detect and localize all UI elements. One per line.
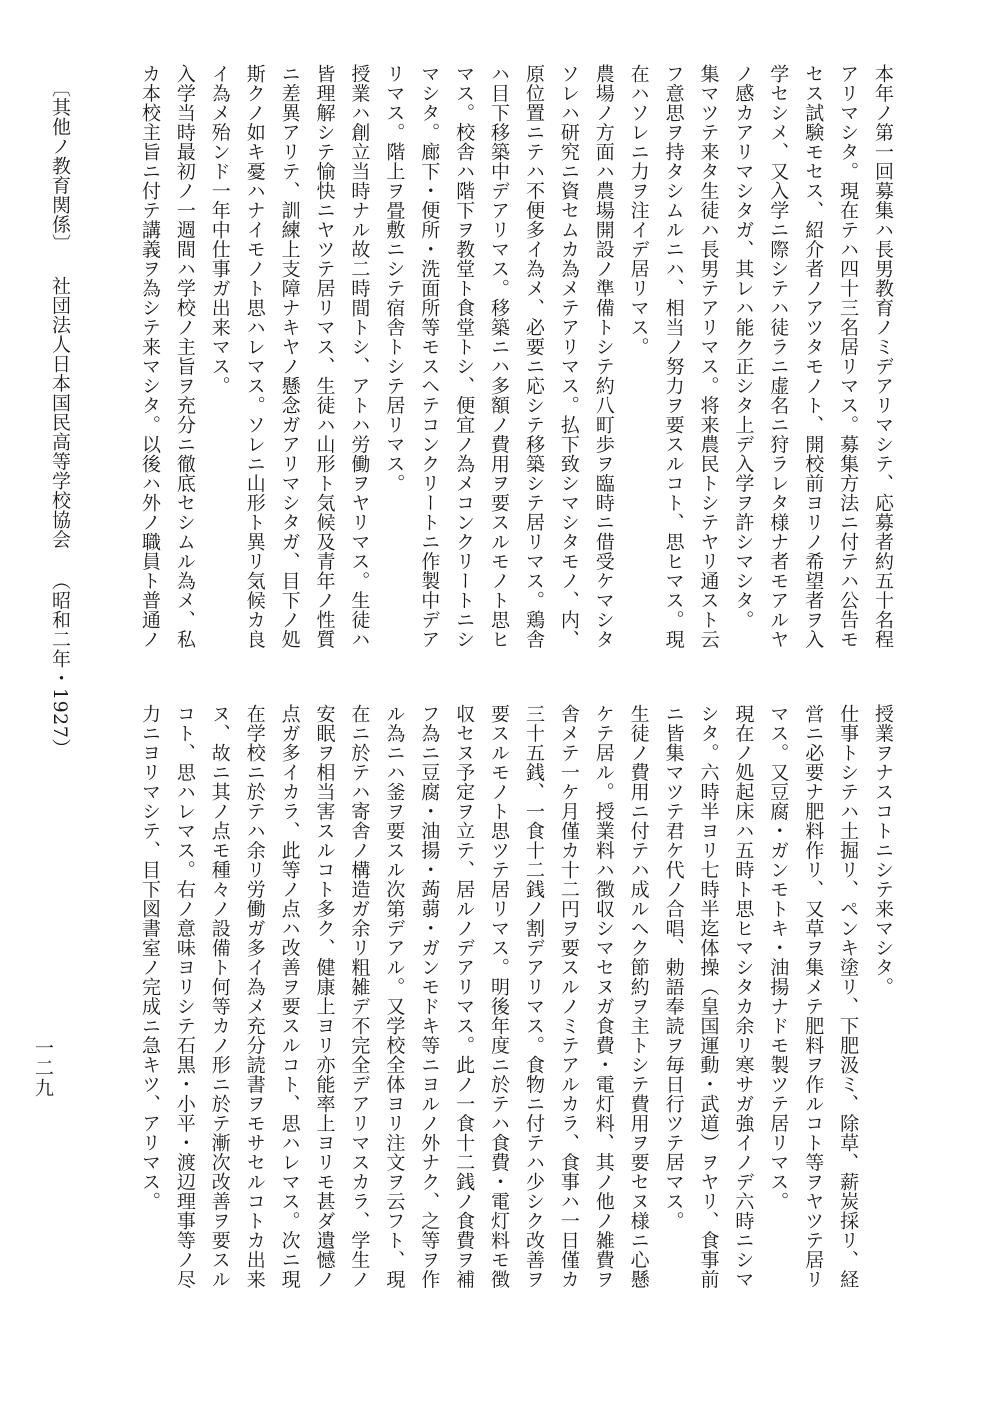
text-column: ニ差異アリテ、訓練上支障ナキヤノ懸念ガアリマシタガ、目下ノ処 [278,64,301,649]
text-column: 仕事トシテハ土掘リ、ペンキ塗リ、下肥汲ミ、除草、薪炭採リ、経 [837,704,860,1289]
text-column: セス試験モセス、紹介者ノアツタモノト、開校前ヨリノ希望者ヲ入 [802,64,825,649]
text-column: コト、思ハレマス。右ノ意味ヨリシテ石黒・小平・渡辺理事等ノ尽 [173,704,196,1289]
text-column: イ為メ殆ンド一年中仕事ガ出来マス。 [208,64,231,396]
text-column: ソレハ研究ニ資セムカ為メテアリマス。払下致シマシタモノ、内、 [557,64,580,649]
text-column: 斯クノ如キ憂ハナイモノト思ハレマス。ソレニ山形ト異リ気候カ良 [243,64,266,649]
text-column: 収セヌ予定ヲ立テ、居ルノデアリマス。此ノ一食十二銭ノ食費ヲ補 [453,704,476,1289]
text-column: 現在ノ処起床ハ五時ト思ヒマシタカ余リ寒サガ強イノデ六時ニシマ [732,704,755,1289]
text-column: ニ皆集マツテ君ケ代ノ合唱、勅語奉読ヲ毎日行ツテ居マス。 [662,704,685,1231]
publication-date: （昭和二年・1927） [49,570,71,758]
text-column: 授業ヲナスコトニシテ来マシタ。 [872,704,894,997]
text-column: フ為ニ豆腐・油揚・蒟蒻・ガンモドキ等ニヨルノ外ナク、之等ヲ作 [418,704,441,1289]
text-column: ノ感カアリマシタガ、其レハ能ク正シタ上デ入学ヲ許シマシタ。 [732,64,755,630]
text-column: カ本校主旨ニ付テ講義ヲ為シテ来マシタ。以後ハ外ノ職員ト普通ノ [138,64,161,649]
text-column: 要スルモノト思ツテ居リマス。明後年度ニ於テハ食費・電灯料モ徴 [488,704,511,1289]
text-column: 農場ノ方面ハ農場開設ノ準備トシテ約八町歩ヲ臨時ニ借受ケマシタ [592,64,615,649]
text-column: 生徒ノ費用ニ付テハ成ルヘク節約ヲ主トシテ費用ヲ要セヌ様ニ心懸 [627,704,650,1289]
page-number: 一二九 [32,1038,54,1098]
text-column: ヌ、故ニ其ノ点モ種々ノ設備ト何等カノ形ニ於テ漸次改善ヲ要スル [208,704,231,1289]
publisher-name: 社団法人日本国民高等学校協会 [49,275,71,549]
text-column: 入学当時最初ノ一週間ハ学校ノ主旨ヲ充分ニ徹底セシムル為メ、私 [173,64,196,649]
text-column: 在ハソレニ力ヲ注イデ居リマス。 [627,64,650,357]
text-column: ケテ居ル。授業料ハ徴収シマセヌガ食費・電灯料、其ノ他ノ雑費ヲ [592,704,615,1289]
text-column: 点ガ多イカラ、此等ノ点ハ改善ヲ要スルコト、思ハレマス。次ニ現 [278,704,301,1289]
text-column: アリマシタ。現在テハ四十三名居リマス。募集方法ニ付テハ公告モ [837,64,860,649]
text-column: 本年ノ第一回募集ハ長男教育ノミデアリマシテ、応募者約五十名程 [872,64,894,649]
lower-text-block [132,704,900,1304]
text-column: シタ。六時半ヨリ七時半迄体操（皇国運動・武道）ヲヤリ、食事前 [697,704,720,1289]
text-column: 在ニ於テハ寄舎ノ構造ガ余リ粗雑デ不完全デアリマスカラ、学生ノ [348,704,371,1289]
text-column: 皆理解シテ愉快ニヤツテ居リマス、生徒ハ山形ト気候及青年ノ性質 [313,64,336,649]
section-label: 〔其他ノ教育関係〕 [49,78,71,254]
text-column: 力ニヨリマシテ、目下図書室ノ完成ニ急キツ、アリマス。 [138,704,161,1211]
text-column: マス。又豆腐・ガンモトキ・油揚ナドモ製ツテ居リマス。 [767,704,790,1211]
text-column: リマス。階上ヲ畳敷ニシテ宿舎トシテ居リマス。 [383,64,406,493]
text-column: 安眠ヲ相当害スルコト多ク、健康上ヨリ亦能率上ヨリモ甚ダ遺憾ノ [313,704,336,1289]
text-column: マス。校舎ハ階下ヲ教堂ト食堂トシ、便宜ノ為メコンクリートニシ [453,64,476,649]
text-column: ル為ニハ釜ヲ要スル次第デアル。又学校全体ヨリ注文ヲ云フト、現 [383,704,406,1289]
running-footer [46,78,74,757]
text-column: 原位置ニテハ不便多イ為メ、必要ニ応シテ移築シテ居リマス。鶏舎 [522,64,545,649]
text-column: 授業ハ創立当時ナル故二時間トシ、アトハ労働ヲヤリマス。生徒ハ [348,64,371,649]
text-column: 営ニ必要ナ肥料作リ、又草ヲ集メテ肥料ヲ作ルコト等ヲヤツテ居リ [802,704,825,1289]
text-column: 舎メテ一ケ月僅カ十二円ヲ要スルノミテアルカラ、食事ハ一日僅カ [557,704,580,1289]
text-column: 集マツテ来タ生徒ハ長男テアリマス。将来農民トシテヤリ通スト云 [697,64,720,649]
text-column: フ意思ヲ持タシムルニハ、相当ノ努力ヲ要スルコト、思ヒマス。現 [662,64,685,649]
upper-text-block [132,64,900,664]
text-column: マシタ。廊下・便所・洗面所等モスヘテコンクリートニ作製中デア [418,64,441,649]
text-column: ハ目下移築中デアリマス。移築ニハ多額ノ費用ヲ要スルモノト思ヒ [488,64,511,649]
text-column: 学セシメ、又入学ニ際シテハ徒ラニ虚名ニ狩ラレタ様ナ者モアルヤ [767,64,790,649]
text-column: 在学校ニ於テハ余リ労働ガ多イ為メ充分読書ヲモサセルコトカ出来 [243,704,266,1289]
text-column: 三十五銭、一食十二銭ノ割デアリマス。食物ニ付テハ少シク改善ヲ [522,704,545,1289]
